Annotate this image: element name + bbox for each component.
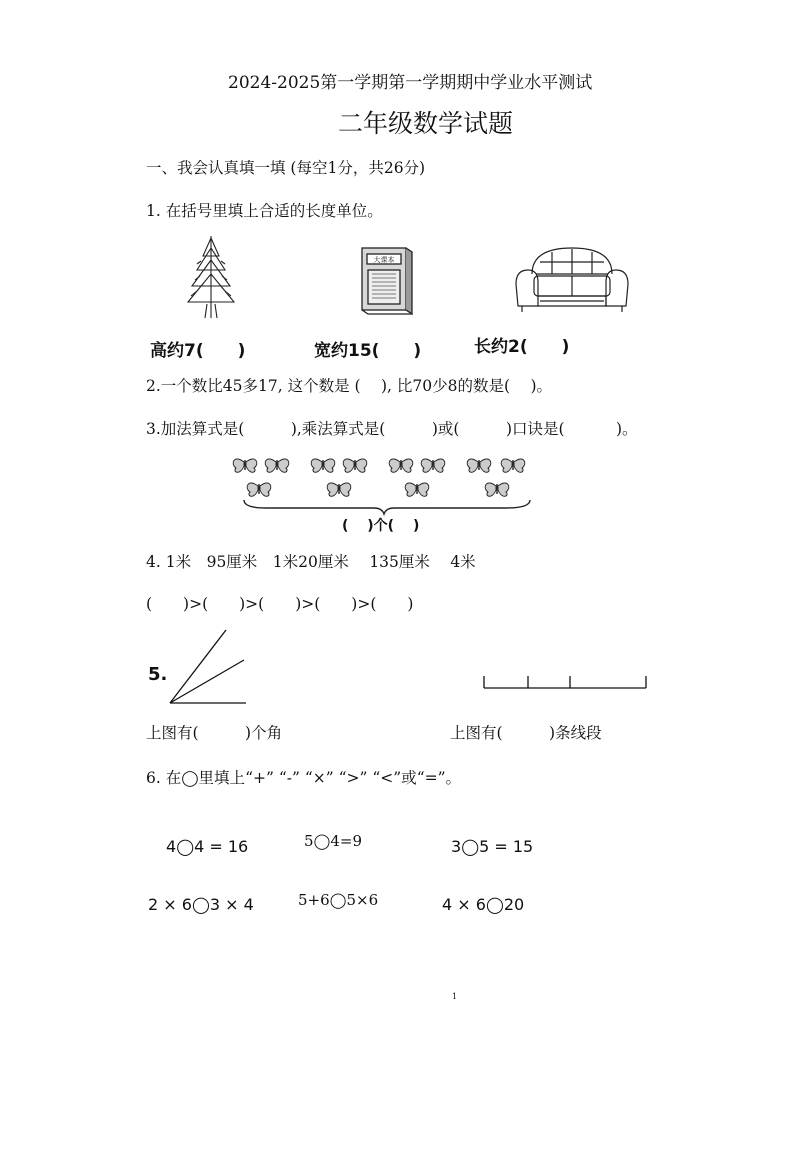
fill-circle[interactable]: ◯ <box>191 895 210 914</box>
question-5-number: 5. <box>148 664 168 685</box>
q6-expr-2-right: 4=9 <box>330 832 362 850</box>
page-number: 1 <box>452 992 458 1001</box>
fill-circle[interactable]: ◯ <box>329 891 347 909</box>
q6-expr-1-left: 4 <box>166 837 177 856</box>
section-heading: 一、我会认真填一填 (每空1分，共26分) <box>146 159 426 177</box>
q6-expr-5 <box>298 891 378 909</box>
fill-circle[interactable]: ◯ <box>313 832 331 850</box>
q6-expr-1-right: 4 = 16 <box>194 837 249 856</box>
q6-expr-4 <box>148 895 254 914</box>
tree-image <box>185 234 237 320</box>
q1-item-height: 高约7( ) <box>150 341 246 361</box>
fill-circle[interactable]: ◯ <box>176 837 195 856</box>
q6-expr-6 <box>442 895 524 914</box>
fill-circle[interactable]: ◯ <box>485 895 504 914</box>
butterflies-brace-image <box>226 452 546 514</box>
segment-question: 上图有( )条线段 <box>450 724 602 742</box>
question-6-prompt: 6. 在◯里填上“+” “-” “×” “>” “<”或“=”。 <box>146 769 462 787</box>
exam-title: 二年级数学试题 <box>338 109 514 138</box>
q6-expr-5-left: 5+6 <box>298 891 330 909</box>
q1-item-length: 长约2( ) <box>474 337 570 357</box>
q6-expr-6-right: 20 <box>503 895 525 914</box>
q6-expr-3-left: 3 <box>451 837 462 856</box>
q6-expr-4-left: 2 × 6 <box>148 895 192 914</box>
brace-label: ( )个( ) <box>342 518 420 534</box>
question-2: 2.一个数比45多17, 这个数是 ( ), 比70少8的数是( )。 <box>146 377 552 395</box>
question-1-prompt: 1. 在括号里填上合适的长度单位。 <box>146 202 383 220</box>
fill-circle[interactable]: ◯ <box>461 837 480 856</box>
sofa-image <box>512 244 632 316</box>
q6-expr-2 <box>304 832 362 850</box>
q6-expr-2-left: 5 <box>304 832 314 850</box>
q6-expr-3-right: 5 = 15 <box>479 837 534 856</box>
q6-expr-3 <box>451 837 533 856</box>
q6-expr-1 <box>166 837 248 856</box>
book-cover-label: 大课本 <box>373 256 395 264</box>
angle-figure <box>168 628 248 706</box>
question-3: 3.加法算式是( ),乘法算式是( )或( )口诀是( )。 <box>146 420 638 438</box>
q6-expr-5-right: 5×6 <box>346 891 379 909</box>
q1-item-width: 宽约15( ) <box>314 341 422 361</box>
q6-expr-4-right: 3 × 4 <box>209 895 254 914</box>
question-4-compare: ( )>( )>( )>( )>( ) <box>146 595 414 613</box>
q6-expr-6-left: 4 × 6 <box>442 895 486 914</box>
exam-subtitle: 2024-2025第一学期第一学期期中学业水平测试 <box>228 73 593 93</box>
book-image <box>358 244 416 316</box>
segment-figure <box>480 670 650 692</box>
question-4-items: 4. 1米 95厘米 1米20厘米 135厘米 4米 <box>146 553 476 571</box>
angle-question: 上图有( )个角 <box>146 724 283 742</box>
